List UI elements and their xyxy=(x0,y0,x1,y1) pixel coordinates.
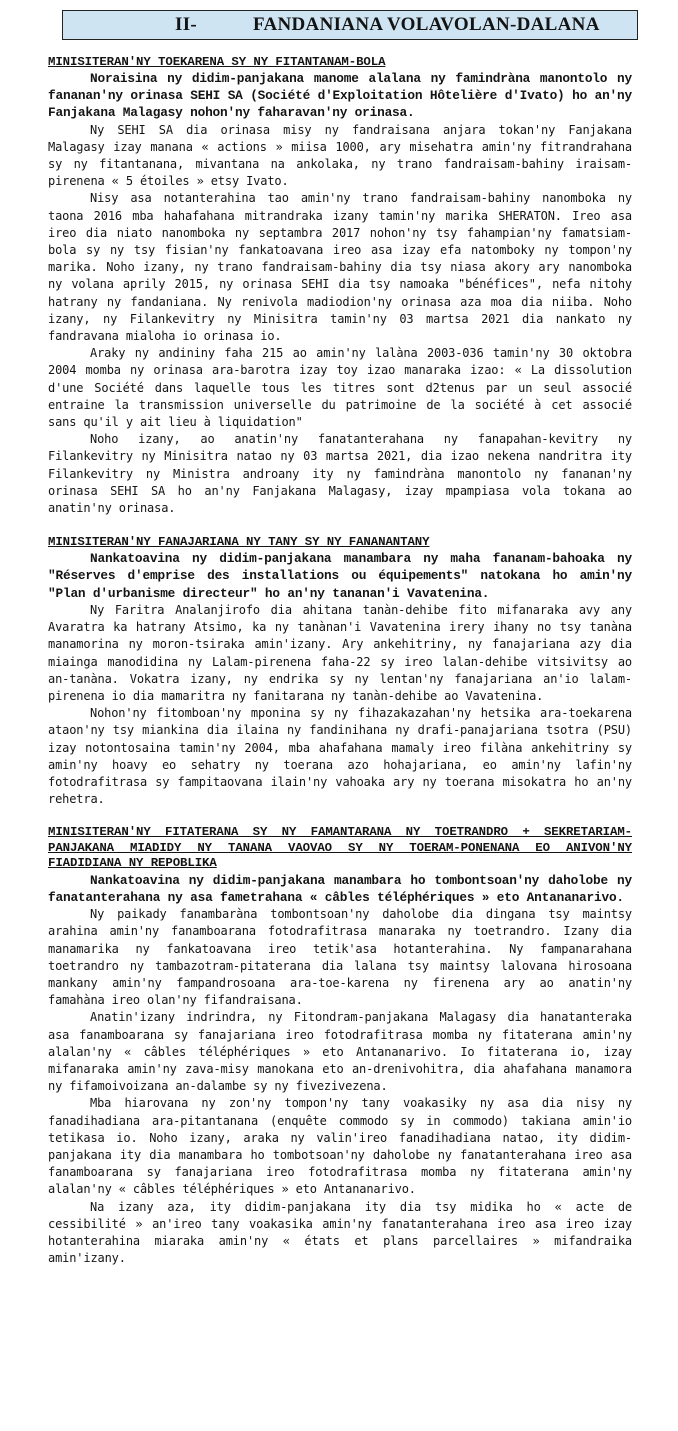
body-paragraph: Ny paikady fanambaràna tombontsoan'ny daholobe dia dingana tsy maintsy arahina amin'ny fanamboarana fotodrafitrasa manaraka ny toetrandro. Izany dia manamarika ny fankatoavana ireo tetik'asa hotanterahina. Ny fampanarahana toetrandro ny tambazotram-pitaterana dia lalana tsy maintsy lalovana hirosoana mankany amin'ny fampandrosoana ara-toe-karena ny firenena ary ao anatin'ny famahàna ireo olan'ny fifandraisana. xyxy=(48,907,632,1008)
ministry-section-transport xyxy=(48,825,632,1267)
ministry-heading: MINISITERAN'NY FITATERANA SY NY FAMANTARANA NY TOETRANDRO + SEKRETARIAM-PANJAKANA MIADIDY NY TANANA VAOVAO SY NY TOERAM-PONENANA EO ANIVON'NY FIADIDIANA NY REPOBLIKA xyxy=(48,825,632,871)
body-paragraph: Ny Faritra Analanjirofo dia ahitana tanàn-dehibe fito mifanaraka avy any Avaratra ka hatrany Atsimo, ka ny tanànan'i Vavatenina irery ihany no tsy tanàna manamorina ny moron-tsiraka amin'izany. Ary ankehitriny, ny fanajariana azy dia miainga manodidina ny Lalam-pirenena faha-22 sy ireo lalan-dehibe vitsivitsy ao an-tanàna. Vokatra izany, ny endrika sy ny lentan'ny fanajariana an'io lalam-pirenena io dia mamaritra ny fanitarana ny tanàn-dehibe ao Vavatenina. xyxy=(48,602,632,703)
ministry-heading: MINISITERAN'NY FANAJARIANA NY TANY SY NY FANANANTANY xyxy=(48,535,430,550)
document-body xyxy=(48,54,632,1285)
section-number: II- xyxy=(175,14,198,35)
body-paragraph: Araky ny andininy faha 215 ao amin'ny lalàna 2003-036 tamin'ny 30 oktobra 2004 momba ny orinasa ara-barotra izay toy izao manaraka izao: « La dissolution d'une Société dans laquelle tous les titres sont d2tenus par un seul associé entraine la transmission universelle du patrimoine de la société à cet associé sans qu'il y ait lieu à liquidation" xyxy=(48,346,632,430)
decision-lead: Nankatoavina ny didim-panjakana manambara ny maha fananam-bahoaka ny "Réserves d'emprise des installations ou équipements" natokana ho amin'ny "Plan d'urbanisme directeur" ho an'ny tananan'i Vavatenina. xyxy=(48,551,632,601)
section-title-box xyxy=(62,10,638,40)
section-title: FANDANIANA VOLAVOLAN-DALANA xyxy=(253,14,600,35)
ministry-heading: MINISITERAN'NY TOEKARENA SY NY FITANTANAM-BOLA xyxy=(48,55,386,69)
body-paragraph: Noho izany, ao anatin'ny fanatanterahana ny fanapahan-kevitry ny Filankevitry ny Minisitra natao ny 03 martsa 2021, dia izao nekena nandritra ity Filankevitry ny Ministra androany ity ny famindràna manontolo ny fananan'ny orinasa SEHI SA ho an'ny Fanjakana Malagasy, izay mpampiasa vola tokana ao anatin'ny orinasa. xyxy=(48,432,632,516)
body-paragraph: Anatin'izany indrindra, ny Fitondram-panjakana Malagasy dia hanatanteraka asa fanamboarana sy fanajariana ireo fotodrafitrasa momba ny fitaterana amin'ny alalan'ny « câbles téléphériques » eto Antananarivo. Io fitaterana io, izay mifanaraka amin'ny zava-misy manokana eto an-drenivohitra, dia ahafahana manamora ny fifamoivoizana an-dalambe sy ny fivezivezena. xyxy=(48,1010,632,1094)
body-paragraph: Ny SEHI SA dia orinasa misy ny fandraisana anjara tokan'ny Fanjakana Malagasy izay manana « actions » miisa 1000, ary misehatra amin'ny fitrandrahana sy ny fitantanana, mivantana na ankolaka, ny trano fandraisam-bahiny iraisam-pirenena « 5 étoiles » etsy Ivato. xyxy=(48,122,632,189)
decision-lead: Noraisina ny didim-panjakana manome alalana ny famindràna manontolo ny fananan'ny orinasa SEHI SA (Société d'Exploitation Hôtelière d'Ivato) ho an'ny Fanjakana Malagasy nohon'ny faharavan'ny orinasa. xyxy=(48,71,632,121)
body-paragraph: Na izany aza, ity didim-panjakana ity dia tsy midika ho « acte de cessibilité » an'ireo tany voakasika amin'ny fanatanterahana ireo asa ireo izay hotanterahina miaraka amin'ny « états et plans parcellaires » mifandraika amin'izany. xyxy=(48,1199,632,1266)
ministry-section-economy xyxy=(48,54,632,517)
body-paragraph: Nohon'ny fitomboan'ny mponina sy ny fihazakazahan'ny hetsika ara-toekarena ataon'ny tsy miankina dia ilaina ny fandinihana ny drafi-panajariana tsotra (PSU) izay notontosaina tamin'ny 2004, mba ahafahana mamaly ireo filàna ankehitriny sy amin'ny hoavy eo sehatry ny toerana azo hohajariana, eo amin'ny lafin'ny fotodrafitrasa sy fampitaovana ilain'ny vahoaka ary ny toerana misokatra ho an'ny rehetra. xyxy=(48,706,632,807)
body-paragraph: Nisy asa notanterahina tao amin'ny trano fandraisam-bahiny nanomboka ny taona 2016 mba hahafahana mitrandraka izany tamin'ny marika SHERATON. Ireo asa ireo dia niato nanomboka ny septambra 2017 nohon'ny tsy fahampian'ny famatsiam-bola sy ny tsy fisian'ny fankatoavana ireo asa izay efa natomboky ny tompon'ny marika. Noho izany, ny trano fandraisam-bahiny dia tsy niasa akory ary nanomboka ny volana aprily 2015, ny orinasa SEHI dia tsy namoaka "bénéfices", nefa nitohy hatrany ny fandaniana. Ny renivola madiodion'ny orinasa aza moa dia niiba. Noho izany, ny Filankevitry ny Minisitra tamin'ny 03 martsa 2021 dia nankato ny fandravana mialoha io orinasa io. xyxy=(48,191,632,344)
ministry-section-land xyxy=(48,534,632,808)
decision-lead: Nankatoavina ny didim-panjakana manambara ho tombontsoan'ny daholobe ny fanatanterahana ny asa fametrahana « câbles téléphériques » eto Antananarivo. xyxy=(48,872,632,906)
body-paragraph: Mba hiarovana ny zon'ny tompon'ny tany voakasiky ny asa dia nisy ny fanadihadiana ara-pitantanana (enquête commodo sy in commodo) takiana amin'io tetikasa io. Noho izany, araka ny valin'ireo fanadihadiana natao, ity didim-panjakana ity dia manambara ho tombotsoan'ny daholobe ny fanatanterahana ireo asa fanamboarana sy fanajariana ireo fotodrafitrasa momba ny fitaterana amin'ny alalan'ny « câbles téléphériques » eto Antananarivo. xyxy=(48,1096,632,1197)
